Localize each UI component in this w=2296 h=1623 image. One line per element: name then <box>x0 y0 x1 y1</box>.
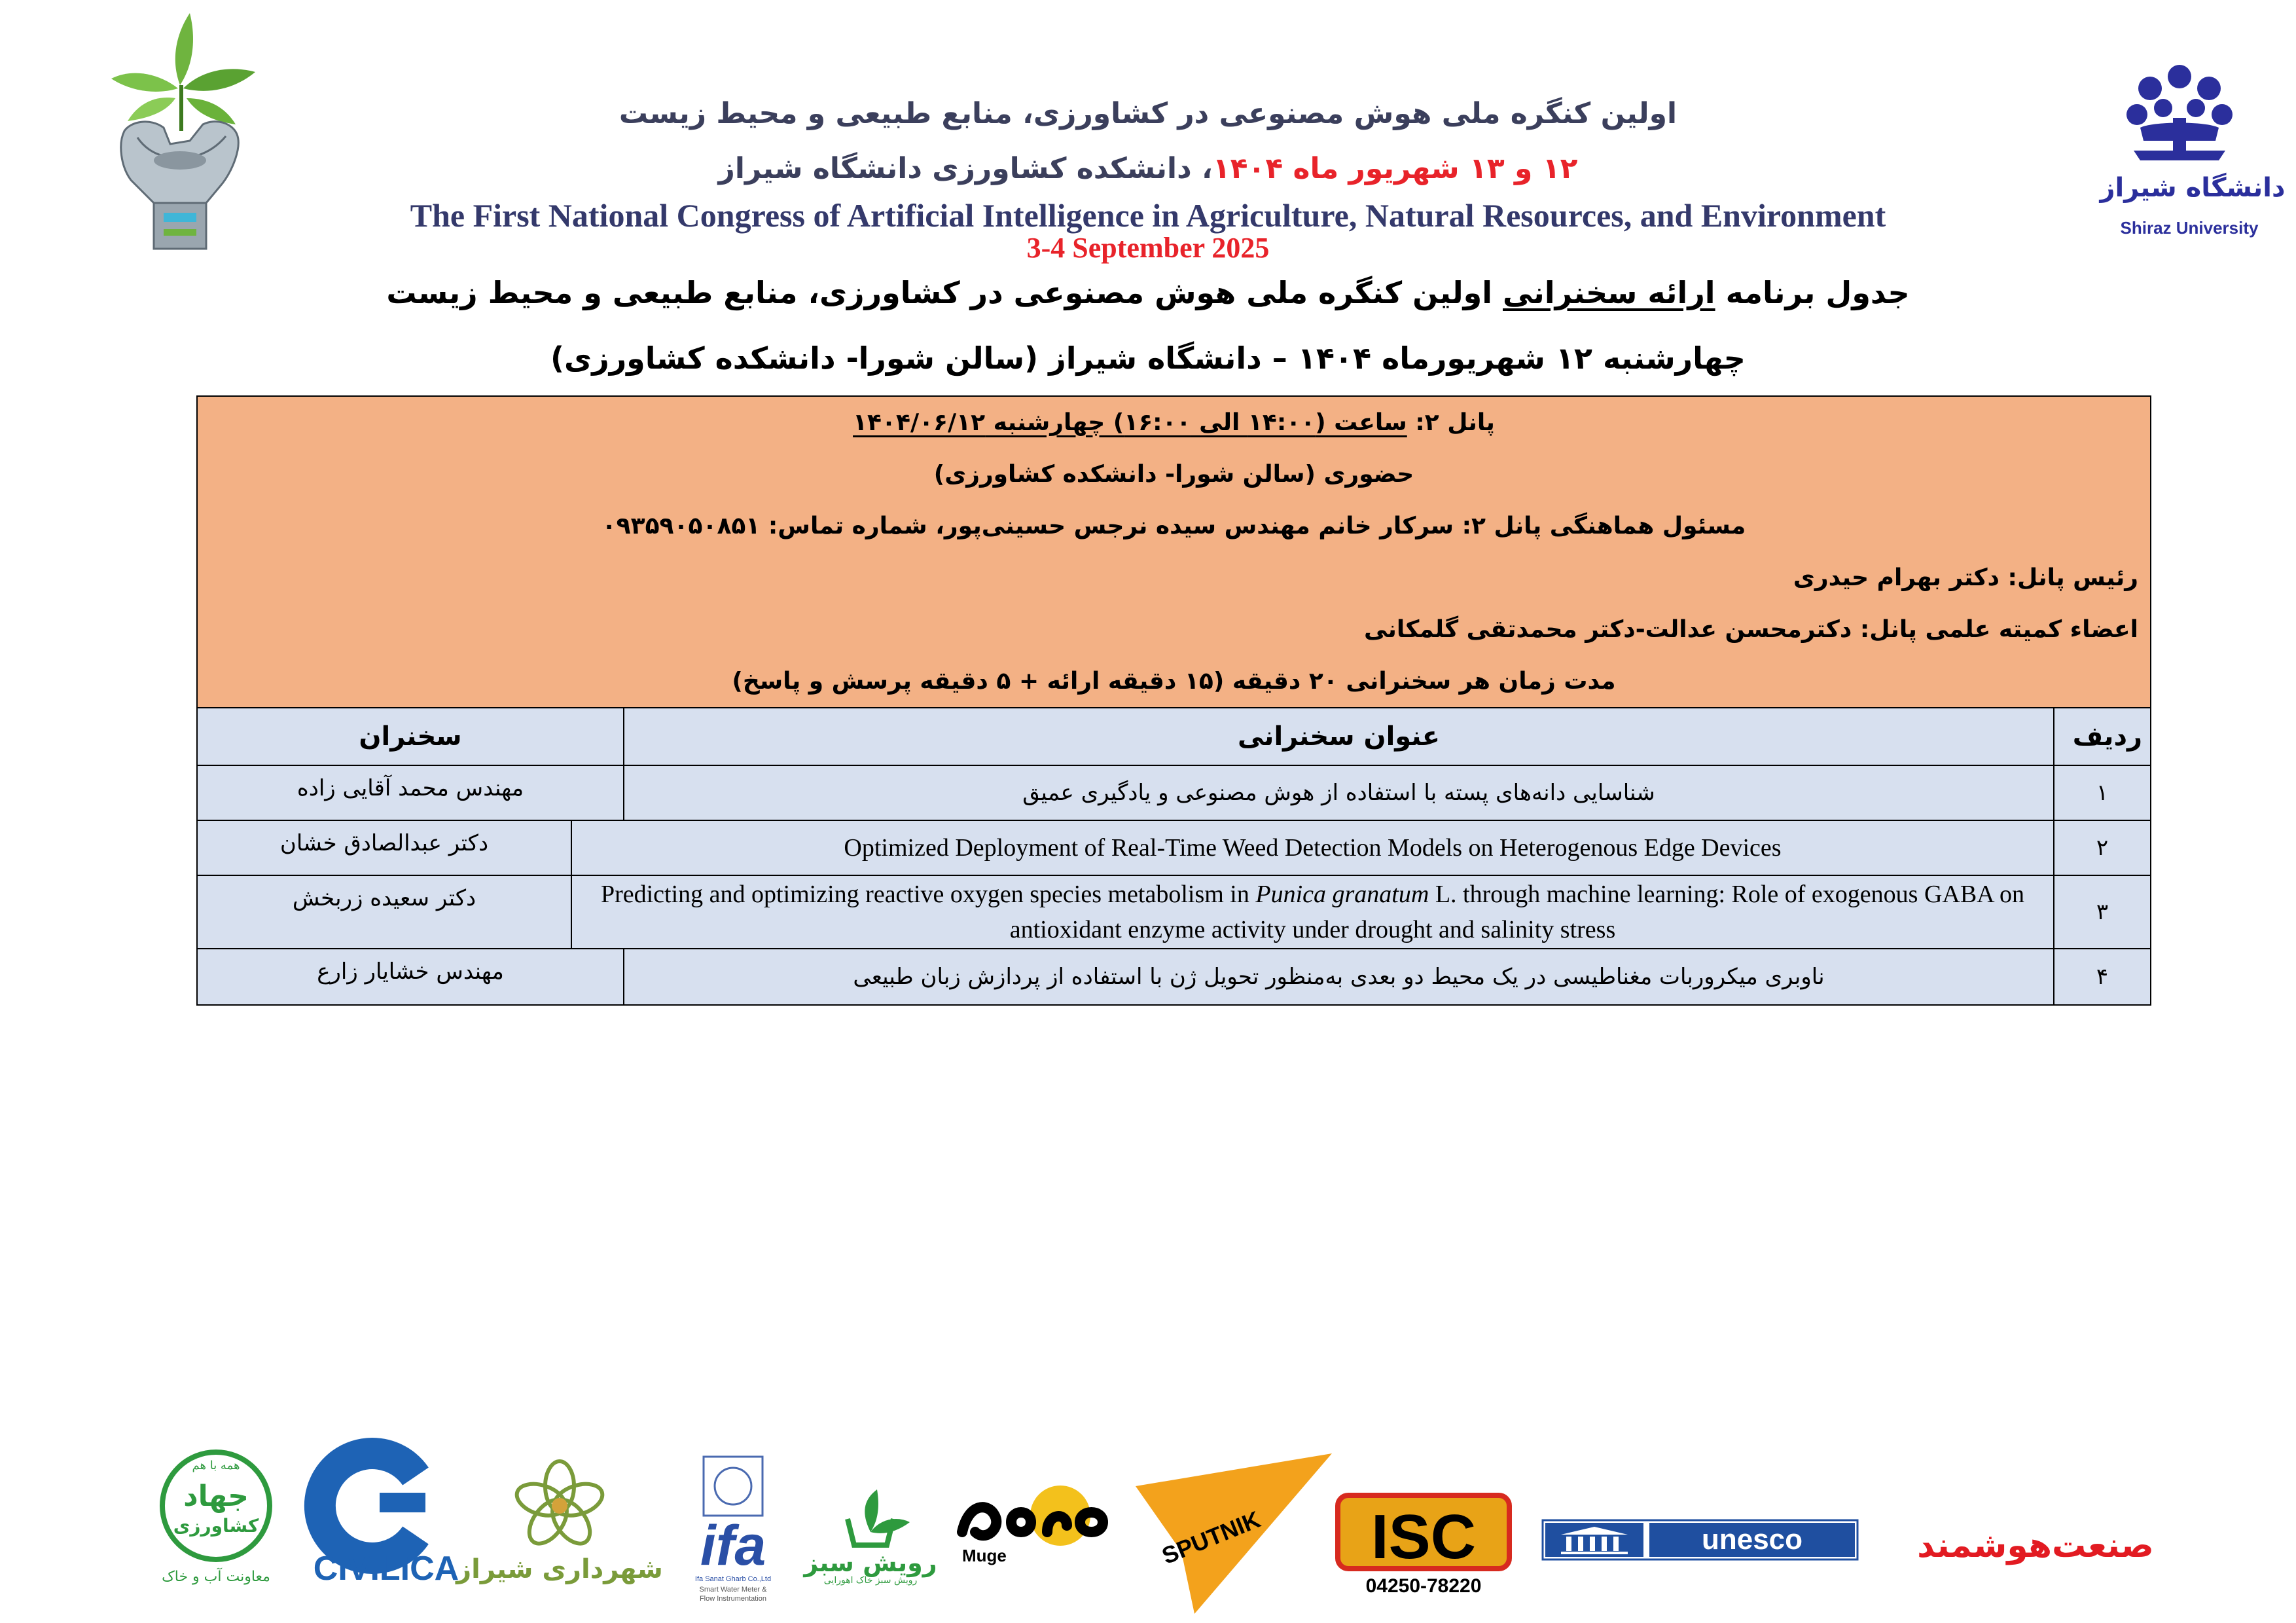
schedule-day: چهارشنبه ۱۲ شهریورماه ۱۴۰۴ – دانشگاه شیراز (سالن شورا- دانشکده کشاورزی) <box>550 340 1746 376</box>
rooyesh-sabz-logo <box>802 1473 939 1584</box>
row-num: ۴ <box>2053 949 2150 1004</box>
row-title-post: L. through machine learning: Role of exogenous GABA on antioxidant enzyme activity under drought and salinity stress <box>1009 881 2025 943</box>
isc-phone: 04250-78220 <box>1365 1575 1482 1597</box>
civilica-logo <box>301 1450 471 1588</box>
row-speaker: دکتر سعیده زربخش <box>292 885 476 911</box>
jahad-top: همه با هم <box>192 1459 240 1472</box>
row-speaker: مهندس محمد آقایی زاده <box>296 775 524 801</box>
isc-logo <box>1335 1493 1512 1597</box>
row-title: شناسایی دانه‌های پسته با استفاده از هوش مصنوعی و یادگیری عمیق <box>623 766 2053 820</box>
jahad-sub: کشاورزی <box>173 1515 259 1537</box>
row-title-italic: Punica granatum <box>1255 881 1429 908</box>
unesco-text: unesco <box>1701 1523 1803 1556</box>
table-row <box>198 876 2150 949</box>
panel-line-1-pre: پانل ۲: <box>1407 409 1495 436</box>
table-row <box>198 821 2150 876</box>
congress-fa-date-red: ۱۲ و ۱۳ شهریور ماه ۱۴۰۴ <box>1212 152 1578 185</box>
schedule-title-underlined: ارائه سخنرانی <box>1503 275 1715 310</box>
congress-fa-date-rest: ، دانشکده کشاورزی دانشگاه شیراز <box>718 152 1213 185</box>
schedule-table <box>196 395 2151 1006</box>
table-row <box>198 766 2150 821</box>
ifa-text: ifa <box>700 1514 766 1577</box>
ifa-sub2: Smart Water Meter & <box>699 1586 767 1594</box>
ifa-sub1: Ifa Sanat Gharb Co.,Ltd <box>694 1575 772 1583</box>
isc-text: ISC <box>1371 1502 1477 1572</box>
rooyesh-text: رویش سبز <box>804 1548 937 1577</box>
jahad-bottom: معاونت آب و خاک <box>162 1569 270 1585</box>
panel-line-4: رئیس پانل: دکتر بهرام حیدری <box>1793 564 2138 591</box>
row-title-pre: Predicting and optimizing reactive oxygen species metabolism in <box>600 881 1256 908</box>
header-title: عنوان سخنرانی <box>623 708 2053 765</box>
row-title <box>571 876 2053 948</box>
ifa-sub3: Flow Instrumentation <box>699 1595 767 1603</box>
panel-line-6: مدت زمان هر سخنرانی ۲۰ دقیقه (۱۵ دقیقه ارائه + ۵ دقیقه پرسش و پاسخ) <box>732 668 1616 695</box>
congress-fa-date <box>0 152 2296 185</box>
header-num: ردیف <box>2053 708 2150 765</box>
schedule-title <box>0 275 2296 310</box>
panel-line-3: مسئول هماهنگی پانل ۲: سرکار خانم مهندس سیده نرجس حسینی‌پور، شماره تماس: ۰۹۳۵۹۰۵۰۸۵۱ <box>601 513 1746 539</box>
civilica-text: CIVILICA <box>313 1550 459 1588</box>
row-num: ۳ <box>2053 876 2150 948</box>
right-logo-caption: Shiraz University <box>2120 218 2259 238</box>
table-row <box>198 949 2150 1004</box>
panel-line-1 <box>198 397 2150 448</box>
unesco-logo <box>1541 1519 1859 1561</box>
sanat-houshmand-logo <box>1885 1519 2186 1571</box>
ifa-logo <box>674 1450 792 1607</box>
row-speaker: مهندس خشایار زارع <box>317 958 504 985</box>
row-speaker: دکتر عبدالصادق خشان <box>279 830 489 856</box>
row-num: ۲ <box>2053 821 2150 875</box>
sputnik-text: SPUTNIK <box>1158 1505 1265 1570</box>
row-title: ناوبری میکروربات مغناطیسی در یک محیط دو بعدی به‌منظور تحویل ژن با استفاده از پردازش زبان طبیعی <box>623 949 2053 1004</box>
congress-en-title: The First National Congress of Artificial Intelligence in Agriculture, Natural Resources, and Environment <box>410 197 1886 234</box>
schedule-title-post: اولین کنگره ملی هوش مصنوعی در کشاورزی، منابع طبیعی و محیط زیست <box>386 275 1503 310</box>
panel-line-5: اعضاء کمیته علمی پانل: دکترمحسن عدالت-دکتر محمدتقی گلمکانی <box>1363 616 2138 643</box>
rooyesh-sub: رویش سبز خاک اهورایی <box>823 1575 918 1586</box>
muge-brand: Muge <box>962 1546 1007 1565</box>
right-logo-fa: دانشگاه شیراز <box>2100 173 2286 203</box>
congress-fa-title: اولین کنگره ملی هوش مصنوعی در کشاورزی، منابع طبیعی و محیط زیست <box>619 97 1677 130</box>
sputnik-logo <box>1136 1453 1338 1617</box>
header-speaker: سخنران <box>359 721 462 752</box>
jahad-keshavarzi-logo <box>151 1440 281 1591</box>
congress-en-date: 3-4 September 2025 <box>1026 232 1270 264</box>
shahrdari-text: شهرداری شیراز <box>456 1554 663 1584</box>
panel-info <box>198 397 2150 708</box>
schedule-title-pre: جدول برنامه <box>1715 275 1910 310</box>
muge-logo <box>949 1476 1129 1575</box>
jahad-main: جهاد <box>183 1480 249 1513</box>
table-header <box>198 708 2150 766</box>
panel-line-2: حضوری (سالن شورا- دانشکده کشاورزی) <box>933 461 1414 488</box>
panel-line-1-time: ساعت (۱۴:۰۰ الی ۱۶:۰۰) چهارشنبه ۱۴۰۴/۰۶/۱۲ <box>853 409 1407 436</box>
row-num: ۱ <box>2053 766 2150 820</box>
row-title: Optimized Deployment of Real-Time Weed Detection Models on Heterogenous Edge Devices <box>571 821 2053 875</box>
sanat-text: صنعت‌هوشمند <box>1917 1526 2154 1565</box>
shahrdari-shiraz-logo <box>456 1453 663 1591</box>
